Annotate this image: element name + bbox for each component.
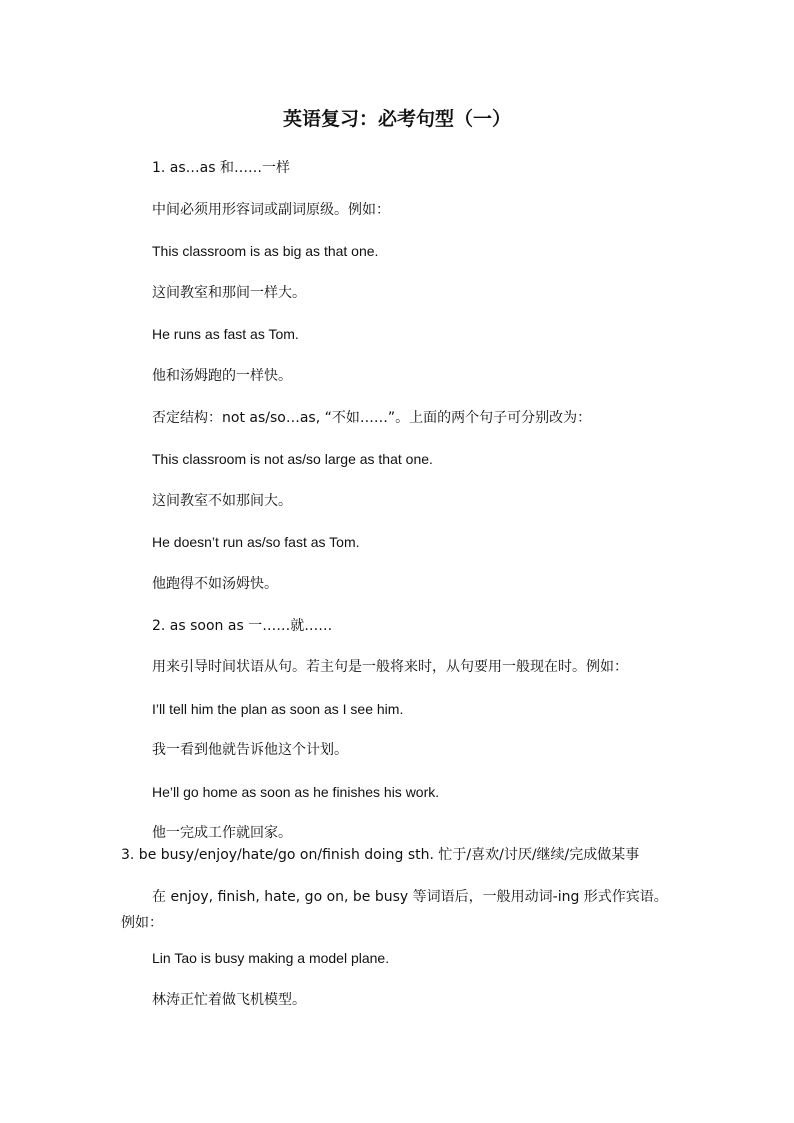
example-translation: 这间教室和那间一样大。 <box>152 285 306 301</box>
section-3-heading: 3. be busy/enjoy/hate/go on/finish doing sth. 忙于/喜欢/讨厌/继续/完成做某事 <box>121 847 640 863</box>
example-sentence: He’ll go home as soon as he finishes his work. <box>152 784 440 800</box>
example-translation: 林涛正忙着做飞机模型。 <box>152 992 306 1008</box>
section-2-rule: 用来引导时间状语从句。若主句是一般将来时，从句要用一般现在时。例如： <box>152 659 628 675</box>
section-1-rule: 中间必须用形容词或副词原级。例如： <box>152 202 390 218</box>
example-translation: 他和汤姆跑的一样快。 <box>152 368 292 384</box>
example-sentence: I’ll tell him the plan as soon as I see him. <box>152 701 404 717</box>
example-sentence: This classroom is as big as that one. <box>152 243 379 259</box>
example-translation: 这间教室不如那间大。 <box>152 493 292 509</box>
example-sentence: Lin Tao is busy making a model plane. <box>152 950 390 966</box>
document-title: 英语复习：必考句型（一） <box>282 108 511 130</box>
example-sentence: He doesn’t run as/so fast as Tom. <box>152 534 360 550</box>
section-2-heading: 2. as soon as 一……就…… <box>152 618 333 634</box>
example-sentence: He runs as fast as Tom. <box>152 326 299 342</box>
negative-structure-note: 否定结构：not as/so…as, “不如……”。上面的两个句子可分别改为： <box>152 410 592 426</box>
example-translation: 他一完成工作就回家。 <box>152 825 292 841</box>
example-translation: 我一看到他就告诉他这个计划。 <box>152 742 348 758</box>
section-1-heading: 1. as…as 和……一样 <box>152 160 291 176</box>
section-3-rule: 在 enjoy, finish, hate, go on, be busy 等词语后，一般用动词-ing 形式作宾语。例如： <box>121 889 668 931</box>
example-translation: 他跑得不如汤姆快。 <box>152 576 278 592</box>
example-sentence: This classroom is not as/so large as that one. <box>152 451 433 467</box>
